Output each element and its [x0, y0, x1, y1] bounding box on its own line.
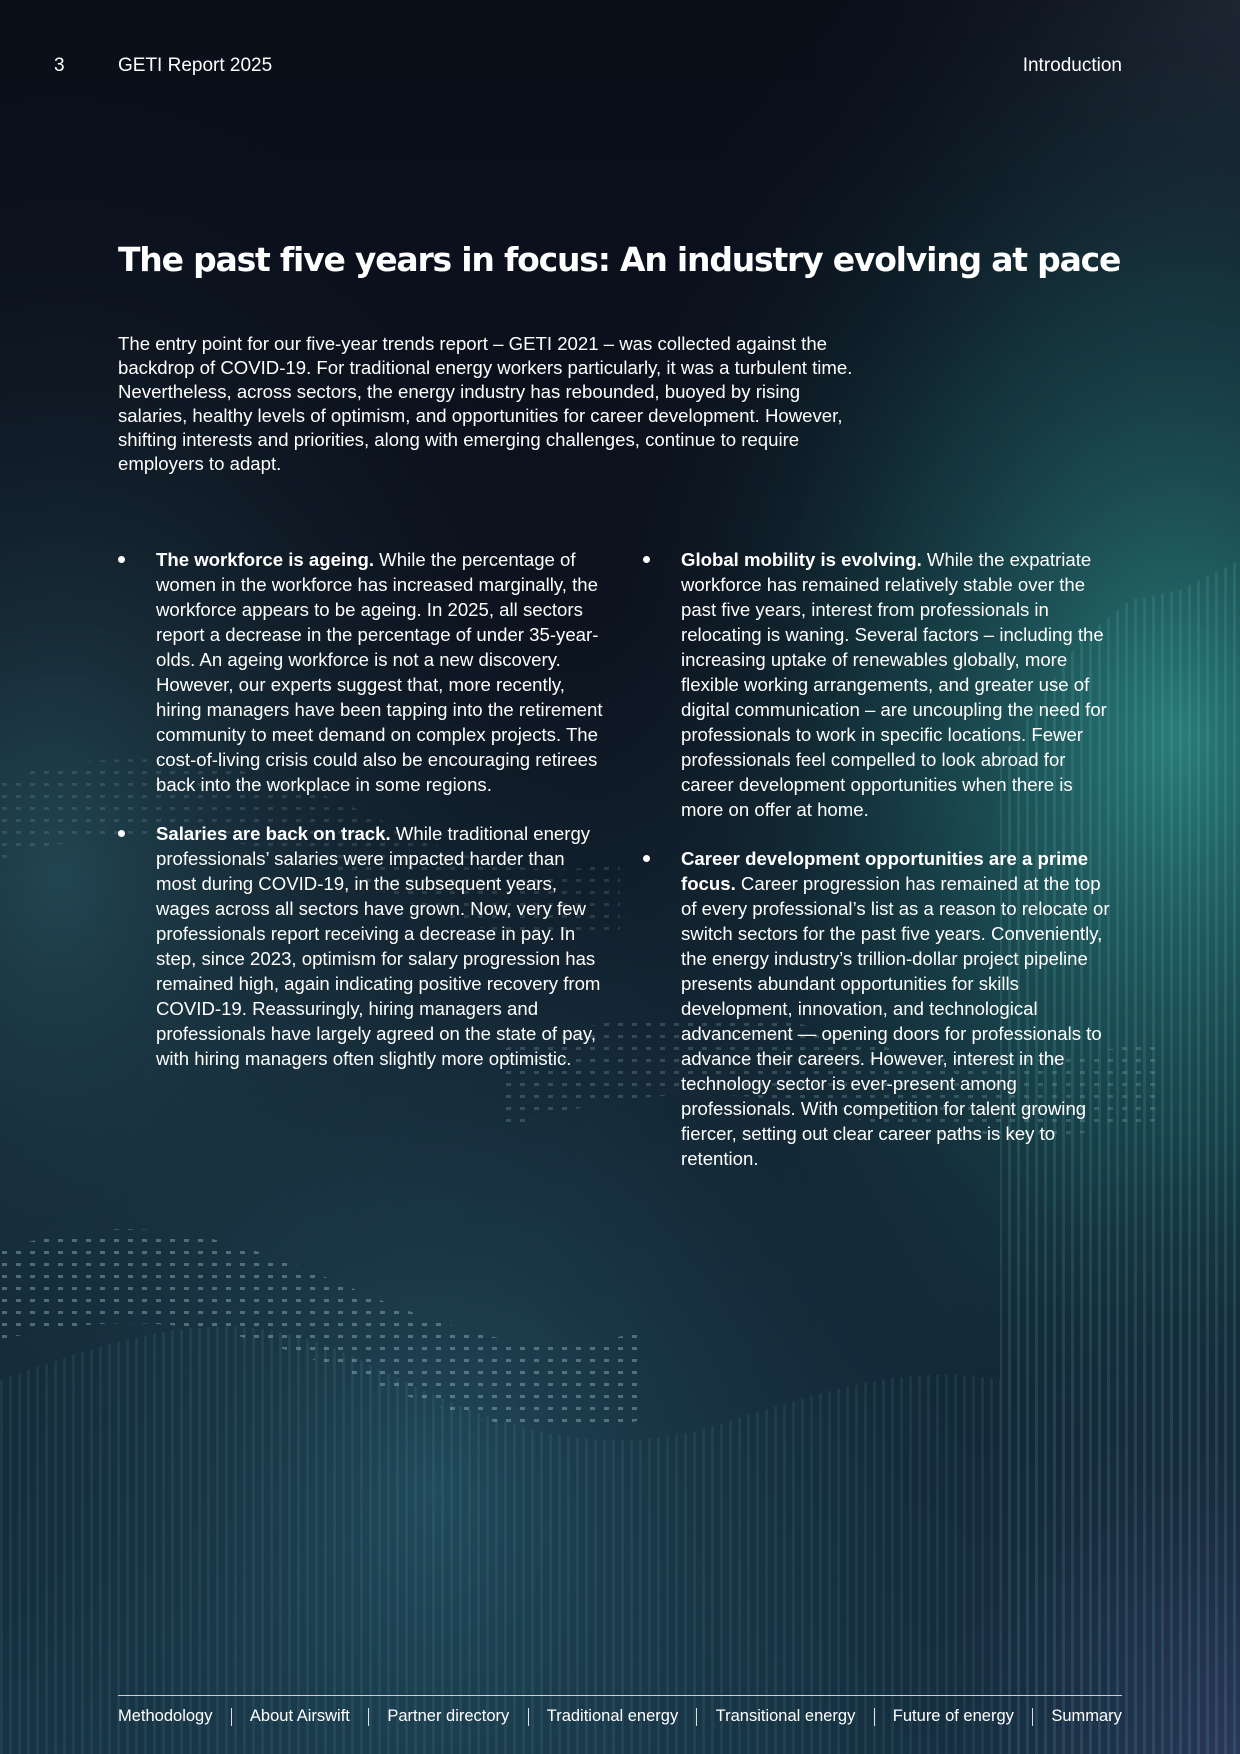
- page-headline: The past five years in focus: An industry evolving at pace: [118, 240, 1121, 279]
- bullet-column-right: [643, 547, 1113, 1195]
- footer-navigation: [118, 1707, 1122, 1726]
- footer-divider: [118, 1695, 1122, 1696]
- footer-link-partner-directory[interactable]: Partner directory: [387, 1707, 510, 1725]
- bullet-lead: Salaries are back on track.: [156, 823, 391, 844]
- bullet-lead: Career development opportunities are a prime focus.: [681, 848, 1089, 894]
- bullet-text: While the expatriate workforce has remained relatively stable over the past five years, interest from professionals in relocating is waning. Several factors – including the increasing uptake of renewables globally, more flexible working arrangements, and greater use of digital communication – are uncoupling the need for professionals to work in specific locations. Fewer professionals feel compelled to look abroad for career development opportunities when there is more on offer at home.: [681, 549, 1107, 820]
- footer-link-traditional-energy[interactable]: Traditional energy: [546, 1707, 679, 1725]
- bullet-text: While traditional energy professionals’ salaries were impacted harder than most during COVID-19, in the subsequent years, wages across all sectors have grown. Now, very few professionals report receiving a decrease in pay. In step, since 2023, optimism for salary progression has remained high, again indicating positive recovery from COVID-19. Reassuringly, hiring managers and professionals have largely agreed on the state of pay, with hiring managers often slightly more optimistic.: [156, 823, 601, 1069]
- footer-separator: [696, 1708, 697, 1726]
- footer-separator: [231, 1708, 232, 1726]
- bullet-text: Career progression has remained at the top of every professional’s list as a reason to relocate or switch sectors for the past five years. Conveniently, the energy industry’s trillion-dollar project pipeline presents abundant opportunities for skills development, innovation, and technological advancement — opening doors for professionals to advance their careers. However, interest in the technology sector is ever-present among professionals. With competition for talent growing fiercer, setting out clear career paths is key to retention.: [681, 873, 1110, 1169]
- bullet-dot: [643, 855, 650, 862]
- bullet-column-left: [118, 547, 608, 1095]
- section-name: Introduction: [1022, 55, 1122, 76]
- footer-link-transitional-energy[interactable]: Transitional energy: [715, 1707, 856, 1725]
- footer-separator: [368, 1708, 369, 1726]
- footer-separator: [528, 1708, 529, 1726]
- footer-link-summary[interactable]: Summary: [1051, 1707, 1122, 1725]
- footer-link-future-of-energy[interactable]: Future of energy: [892, 1707, 1014, 1725]
- page-number: 3: [54, 55, 65, 76]
- intro-paragraph: The entry point for our five-year trends report – GETI 2021 – was collected against the backdrop of COVID-19. For traditional energy workers particularly, it was a turbulent time. Nevertheless, across sectors, the energy industry has rebounded, buoyed by rising salaries, healthy levels of optimism, and opportunities for career development. However, shifting interests and priorities, along with emerging challenges, continue to require employers to adapt.: [118, 333, 853, 474]
- bullet-salaries: [118, 821, 608, 1071]
- footer-separator: [1032, 1708, 1033, 1726]
- bullet-dot: [118, 556, 125, 563]
- bullet-career-development: [643, 846, 1113, 1171]
- bullet-lead: The workforce is ageing.: [156, 549, 375, 570]
- bullet-workforce-ageing: [118, 547, 608, 797]
- footer-link-methodology[interactable]: Methodology: [118, 1707, 213, 1725]
- bullet-global-mobility: [643, 547, 1113, 822]
- bullet-text: While the percentage of women in the workforce has increased marginally, the workforce appears to be ageing. In 2025, all sectors report a decrease in the percentage of under 35-year-olds. An ageing workforce is not a new discovery. However, our experts suggest that, more recently, hiring managers have been tapping into the retirement community to meet demand on complex projects. The cost-of-living crisis could also be encouraging retirees back into the workplace in some regions.: [156, 549, 603, 795]
- report-title: GETI Report 2025: [118, 55, 273, 76]
- bullet-lead: Global mobility is evolving.: [681, 549, 922, 570]
- bullet-dot: [643, 556, 650, 563]
- footer-link-about-airswift[interactable]: About Airswift: [249, 1707, 350, 1725]
- bullet-dot: [118, 830, 125, 837]
- footer-separator: [874, 1708, 875, 1726]
